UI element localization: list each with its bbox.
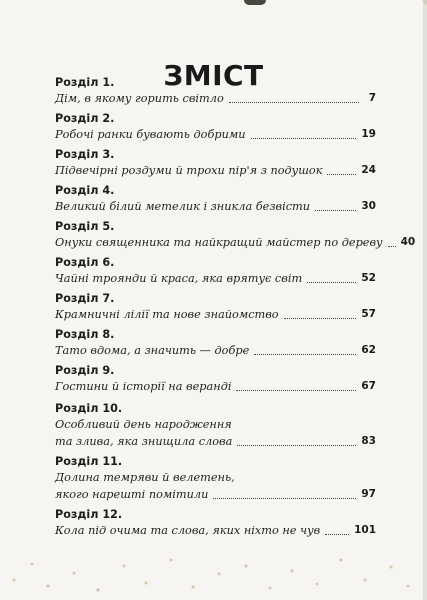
dot-leader (307, 281, 356, 283)
section-title: Крамничні лілії та нове знайомство (55, 308, 279, 321)
toc-entry-row (55, 433, 376, 450)
toc-entry-row (55, 126, 376, 143)
toc-section-5 (55, 220, 416, 251)
toc-section-8 (55, 328, 376, 359)
section-label: Розділ 6. (55, 256, 115, 269)
toc-section-3 (55, 148, 376, 179)
section-title-line-1: Особливий день народження (55, 418, 232, 431)
toc-section-6 (55, 256, 376, 287)
section-title: Тато вдома, а значить — добре (55, 344, 250, 357)
section-title: Гостини й історії на веранді (55, 380, 232, 393)
dot-leader (315, 209, 356, 211)
section-label: Розділ 12. (55, 508, 123, 521)
toc-entry-row (55, 486, 376, 503)
dot-leader (254, 353, 356, 355)
top-page-edge (0, 0, 427, 7)
section-title: Онуки священника та найкращий майстер по дереву (55, 236, 383, 249)
toc-section-12 (55, 508, 376, 539)
toc-entry-row (55, 234, 416, 251)
toc-entry-row (55, 522, 376, 539)
toc-section-9 (55, 364, 376, 395)
section-title: Підвечірні роздуми й трохи пір'я з подушок (55, 164, 323, 177)
toc-entry-row (55, 270, 376, 287)
dot-leader (388, 245, 396, 247)
section-label: Розділ 9. (55, 364, 115, 377)
toc-entry-row (55, 198, 376, 215)
binding-mark (244, 0, 266, 5)
section-label: Розділ 4. (55, 184, 115, 197)
toc-section-11 (55, 455, 376, 503)
section-title: Дім, в якому горить світло (55, 92, 224, 105)
toc-section-4 (55, 184, 376, 215)
toc-entry-row (55, 342, 376, 359)
section-label: Розділ 3. (55, 148, 115, 161)
dot-leader (229, 101, 359, 103)
section-title: Чайні троянди й краса, яка врятує світ (55, 272, 303, 285)
page-number: 57 (361, 308, 376, 320)
footer-sparkle-decoration (0, 542, 427, 600)
section-title-line-2: та злива, яка знищила слова (55, 435, 233, 448)
dot-leader (213, 497, 356, 499)
dot-leader (325, 533, 349, 535)
section-label: Розділ 8. (55, 328, 115, 341)
toc-entry-row (55, 162, 376, 179)
section-title: Великий білий метелик і зникла безвісти (55, 200, 311, 213)
section-label: Розділ 5. (55, 220, 115, 233)
dot-leader (236, 389, 356, 391)
toc-entry-row (55, 378, 376, 395)
section-title: Кола під очима та слова, яких ніхто не чув (55, 524, 321, 537)
section-title-line-2: якого нарешті помітили (55, 488, 209, 501)
page-number: 7 (368, 92, 376, 104)
section-label: Розділ 2. (55, 112, 115, 125)
page-number: 67 (361, 380, 376, 392)
section-title-line-1: Долина темряви й велетень, (55, 471, 235, 484)
page-number: 40 (400, 236, 416, 248)
section-title: Робочі ранки бувають добрими (55, 128, 246, 141)
dot-leader (237, 444, 356, 446)
toc-section-1 (55, 76, 376, 107)
page-number: 97 (361, 488, 376, 500)
dot-leader (251, 137, 357, 139)
section-label: Розділ 10. (55, 402, 123, 415)
page-number: 30 (361, 200, 376, 212)
dot-leader (327, 173, 356, 175)
toc-section-10 (55, 402, 376, 450)
page-number: 52 (361, 272, 376, 284)
page-number: 101 (354, 524, 376, 536)
page-number: 83 (361, 435, 376, 447)
page-number: 62 (361, 344, 376, 356)
section-label: Розділ 11. (55, 455, 123, 468)
dot-leader (284, 317, 357, 319)
page-number: 19 (361, 128, 376, 140)
corner-ornament (413, 0, 427, 14)
toc-section-7 (55, 292, 376, 323)
toc-entry-row (55, 306, 376, 323)
section-label: Розділ 7. (55, 292, 115, 305)
toc-entry-row (55, 90, 376, 107)
page-number: 24 (361, 164, 376, 176)
section-label: Розділ 1. (55, 76, 115, 89)
page-title: ЗМІСТ (163, 58, 264, 92)
toc-section-2 (55, 112, 376, 143)
